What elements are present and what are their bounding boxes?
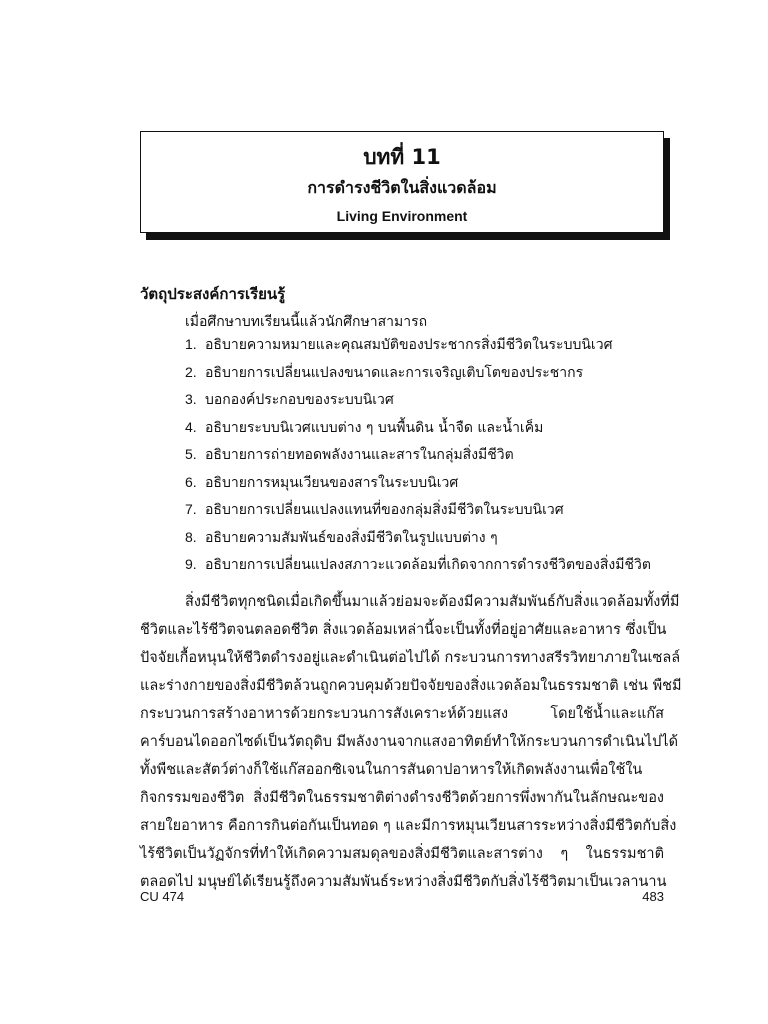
item-number: 6. <box>185 473 197 490</box>
item-text: อธิบายความสัมพันธ์ของสิ่งมีชีวิตในรูปแบบต่าง ๆ <box>205 529 498 546</box>
item-text: อธิบายการเปลี่ยนแปลงขนาดและการเจริญเติบโตของประชากร <box>205 364 584 381</box>
chapter-number: บทที่ 11 <box>363 145 441 169</box>
item-number: 9. <box>185 556 197 572</box>
item-number: 1. <box>185 336 197 352</box>
objectives-heading: วัตถุประสงค์การเรียนรู้ <box>140 285 286 303</box>
item-text: อธิบายระบบนิเวศแบบต่าง ๆ บนพื้นดิน น้ำจืด และน้ำเค็ม <box>205 419 544 436</box>
item-text: บอกองค์ประกอบของระบบนิเวศ <box>205 392 394 408</box>
list-item <box>185 362 651 390</box>
objectives-intro: เมื่อศึกษาบทเรียนนี้แล้วนักศึกษาสามารถ <box>185 314 428 330</box>
item-text: อธิบายความหมายและคุณสมบัติของประชากรสิ่งมีชีวิตในระบบนิเวศ <box>205 337 613 353</box>
objectives-list <box>185 334 651 582</box>
body-paragraph <box>140 592 682 900</box>
list-item <box>185 444 651 472</box>
paragraph-line: ทั้งพืชและสัตว์ต่างก็ใช้แก๊สออกซิเจนในการสันดาปอาหารให้เกิดพลังงานเพื่อใช้ใน <box>140 762 643 778</box>
chapter-title-box <box>140 131 664 233</box>
paragraph-line: กระบวนการสร้างอาหารด้วยกระบวนการสังเคราะห์ด้วยแสง โดยใช้น้ำและแก๊ส <box>140 706 664 722</box>
paragraph-line: สายใยอาหาร คือการกินต่อกันเป็นทอด ๆ และมีการหมุนเวียนสารระหว่างสิ่งมีชีวิตกับสิ่ง <box>140 818 677 834</box>
paragraph-line: ชีวิตและไร้ชีวิตจนตลอดชีวิต สิ่งแวดล้อมเหล่านี้จะเป็นทั้งที่อยู่อาศัยและอาหาร ซึ่งเป็น <box>140 622 667 638</box>
footer-course-code: CU 474 <box>140 889 185 904</box>
chapter-subtitle: Living Environment <box>336 208 468 224</box>
paragraph-line: สิ่งมีชีวิตทุกชนิดเมื่อเกิดขึ้นมาแล้วย่อมจะต้องมีความสัมพันธ์กับสิ่งแวดล้อมทั้งที่มี <box>185 594 680 610</box>
list-item <box>185 527 651 555</box>
list-item <box>185 499 651 527</box>
item-text: อธิบายการเปลี่ยนแปลงสภาวะแวดล้อมที่เกิดจากการดำรงชีวิตของสิ่งมีชีวิต <box>205 557 651 573</box>
chapter-title: การดำรงชีวิตในสิ่งแวดล้อม <box>307 178 497 197</box>
paragraph-line: ปัจจัยเกื้อหนุนให้ชีวิตดำรงอยู่และดำเนินต่อไปได้ กระบวนการทางสรีรวิทยาภายในเซลล์ <box>140 650 681 666</box>
list-item <box>185 554 651 582</box>
item-number: 4. <box>185 418 197 435</box>
footer-page-number: 483 <box>642 889 664 904</box>
paragraph-line: คาร์บอนไดออกไซด์เป็นวัตถุดิบ มีพลังงานจากแสงอาทิตย์ทำให้กระบวนการดำเนินไปได้ <box>140 734 678 750</box>
list-item <box>185 472 651 500</box>
paragraph-line: ไร้ชีวิตเป็นวัฏจักรที่ทำให้เกิดความสมดุลของสิ่งมีชีวิตและสารต่าง ๆ ในธรรมชาติ <box>140 846 664 862</box>
paragraph-line: กิจกรรมของชีวิต สิ่งมีชีวิตในธรรมชาติต่างดำรงชีวิตด้วยการพึ่งพากันในลักษณะของ <box>140 790 664 806</box>
list-item <box>185 334 651 362</box>
item-number: 5. <box>185 446 197 462</box>
paragraph-line: และร่างกายของสิ่งมีชีวิตล้วนถูกควบคุมด้วยปัจจัยของสิ่งแวดล้อมในธรรมชาติ เช่น พืชมี <box>140 678 682 694</box>
list-item <box>185 417 651 445</box>
item-number: 8. <box>185 528 197 545</box>
item-number: 3. <box>185 391 197 407</box>
item-number: 7. <box>185 501 197 517</box>
item-number: 2. <box>185 363 197 380</box>
list-item <box>185 389 651 417</box>
paragraph-line: ตลอดไป มนุษย์ได้เรียนรู้ถึงความสัมพันธ์ระหว่างสิ่งมีชีวิตกับสิ่งไร้ชีวิตมาเป็นเวลานาน <box>140 874 667 890</box>
item-text: อธิบายการหมุนเวียนของสารในระบบนิเวศ <box>205 474 459 491</box>
item-text: อธิบายการเปลี่ยนแปลงแทนที่ของกลุ่มสิ่งมีชีวิตในระบบนิเวศ <box>205 502 564 518</box>
item-text: อธิบายการถ่ายทอดพลังงานและสารในกลุ่มสิ่งมีชีวิต <box>205 447 514 463</box>
